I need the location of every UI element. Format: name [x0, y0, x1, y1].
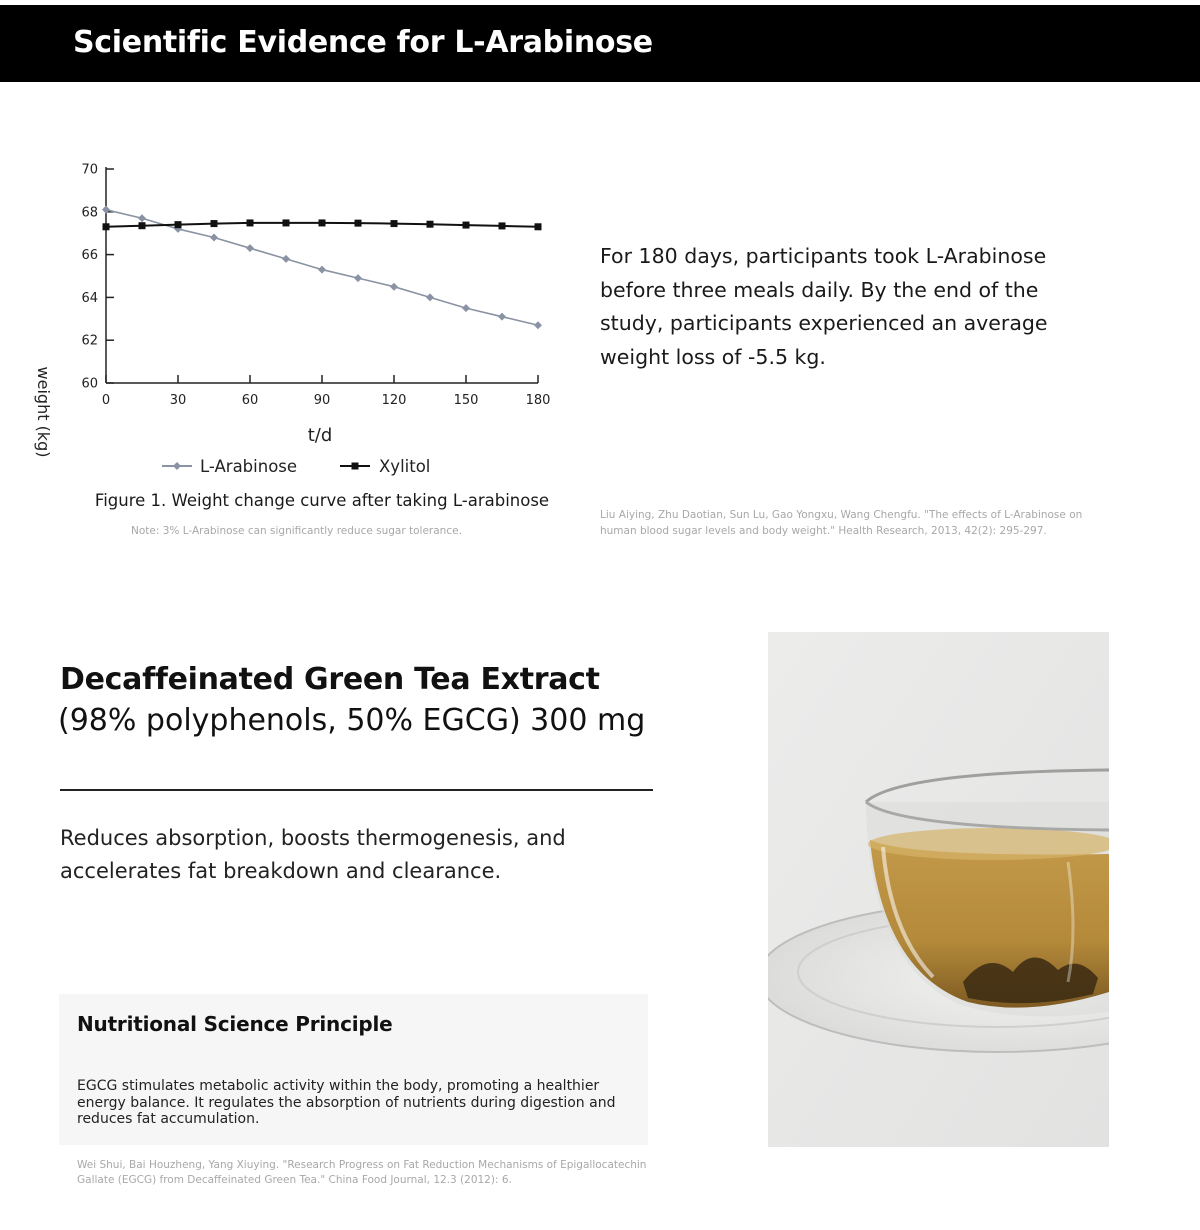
data-point — [427, 221, 434, 228]
legend-item — [340, 457, 430, 476]
green-tea-citation: Wei Shui, Bai Houzheng, Yang Xiuying. "Research Progress on Fat Reduction Mechanisms of Epigallocatechin Gallate (EGCG) from Decaffeinated Green Tea." China Food Journal, 12.3 (2012): 6. — [77, 1159, 647, 1186]
chart-series — [102, 206, 542, 330]
weight-change-chart — [0, 140, 580, 550]
data-point — [175, 221, 182, 228]
data-point — [390, 283, 398, 291]
data-point — [463, 222, 470, 229]
data-point — [391, 220, 398, 227]
data-point — [534, 321, 542, 329]
data-point — [499, 222, 506, 229]
data-point — [139, 222, 146, 229]
data-point — [103, 223, 110, 230]
data-point — [319, 219, 326, 226]
principle-text: EGCG stimulates metabolic activity within the body, promoting a healthier energy balance. It regulates the absorption of nutrients during digestion and reduces fat accumulation. — [77, 1078, 616, 1127]
y-tick-label: 66 — [81, 248, 98, 264]
y-tick-label: 62 — [81, 333, 98, 349]
data-point — [247, 219, 254, 226]
study-citation: Liu Aiying, Zhu Daotian, Sun Lu, Gao Yongxu, Wang Chengfu. "The effects of L-Arabinose on human blood sugar levels and body weight." Health Research, 2013, 42(2): 295-297. — [600, 509, 1083, 537]
x-tick-label: 180 — [525, 393, 551, 408]
x-tick-label: 60 — [241, 393, 259, 408]
data-point — [426, 293, 434, 301]
chart-axes — [81, 163, 550, 409]
legend-label: L-Arabinose — [200, 457, 298, 476]
page-title: Scientific Evidence for L-Arabinose — [73, 25, 653, 60]
green-tea-cup-photo — [768, 632, 1109, 1147]
y-tick-label: 60 — [81, 376, 98, 392]
data-point — [535, 223, 542, 230]
x-axis-label: t/d — [307, 425, 333, 446]
principle-box — [59, 994, 648, 1145]
data-point — [246, 244, 254, 252]
legend-marker — [173, 462, 181, 470]
data-point — [138, 214, 146, 222]
legend-marker — [352, 463, 359, 470]
x-tick-label: 120 — [381, 393, 407, 408]
y-axis-label: weight (kg) — [34, 366, 53, 458]
x-tick-label: 90 — [313, 393, 331, 408]
chart-title: Figure 1. Weight change curve after taking L-arabinose — [94, 491, 550, 510]
green-tea-benefit: Reduces absorption, boosts thermogenesis, and accelerates fat breakdown and clearance. — [60, 826, 566, 883]
data-point — [462, 304, 470, 312]
y-tick-label: 64 — [81, 290, 98, 306]
legend-item — [162, 457, 297, 476]
data-point — [282, 255, 290, 263]
chart-note: Note: 3% L-Arabinose can significantly reduce sugar tolerance. — [131, 525, 462, 537]
data-point — [283, 219, 290, 226]
data-point — [211, 220, 218, 227]
legend-label: Xylitol — [379, 457, 431, 476]
header-bar — [0, 5, 1200, 82]
data-point — [210, 233, 218, 241]
chart-legend — [162, 457, 430, 476]
study-summary: For 180 days, participants took L-Arabinose before three meals daily. By the end of the study, participants experienced an average weight loss of -5.5 kg. — [600, 244, 1048, 369]
section-divider — [60, 789, 653, 791]
principle-title: Nutritional Science Principle — [77, 1012, 393, 1036]
y-tick-label: 68 — [81, 205, 98, 221]
x-tick-label: 150 — [453, 393, 479, 408]
data-point — [354, 274, 362, 282]
y-tick-label: 70 — [81, 162, 98, 178]
x-tick-label: 30 — [169, 393, 187, 408]
series-xylitol — [103, 219, 542, 230]
x-tick-label: 0 — [101, 393, 111, 408]
data-point — [355, 220, 362, 227]
green-tea-subheading: (98% polyphenols, 50% EGCG) 300 mg — [58, 703, 646, 738]
data-point — [318, 266, 326, 274]
data-point — [498, 313, 506, 321]
green-tea-heading: Decaffeinated Green Tea Extract — [60, 662, 600, 697]
